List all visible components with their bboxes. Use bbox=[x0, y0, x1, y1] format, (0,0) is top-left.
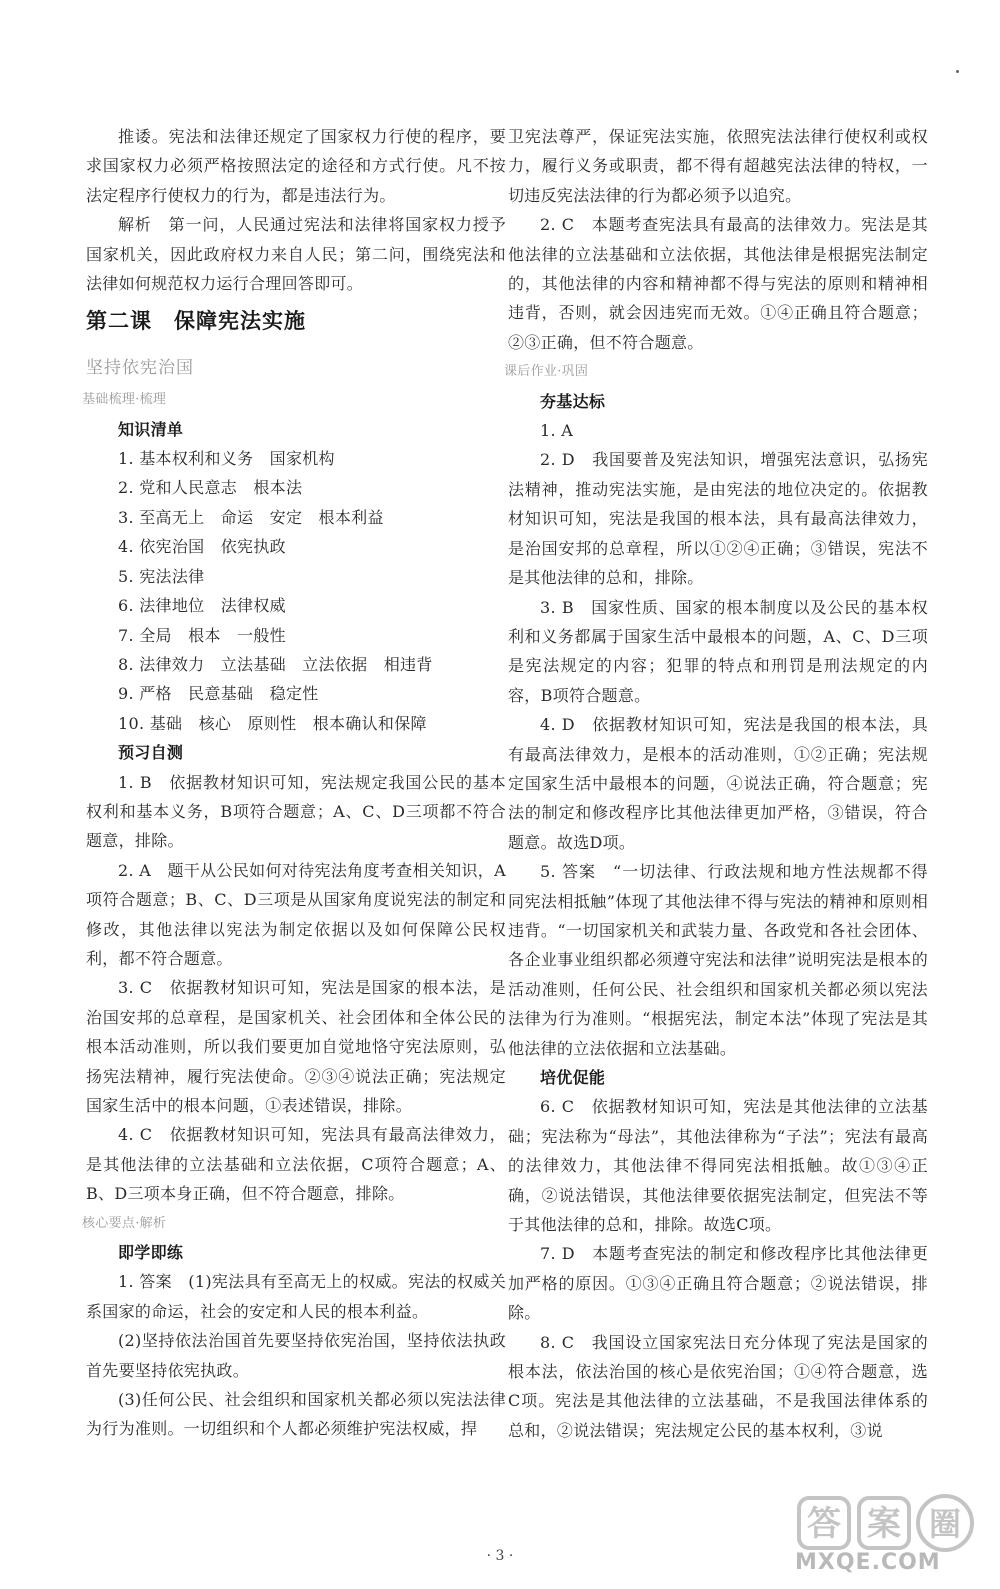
answer-paragraph: 4. D 依据教材知识可知，宪法是我国的根本法，具有最高法律效力，是根本的活动准则，①②正确；宪法规定国家生活中最根本的问题，④说法正确，符合题意；宪法的制定和修改程序比其他法律更加严格，③错误，符合题意。故选D项。 bbox=[508, 715, 928, 852]
answer-paragraph: 3. C 依据教材知识可知，宪法是国家的根本法，是治国安邦的总章程，是国家机关、社会团体和全体公民的根本活动准则，所以我们要更加自觉地恪守宪法原则，弘扬宪法精神，履行宪法使命。②③④说法正确；宪法规定国家生活中的根本问题，①表述错误，排除。 bbox=[86, 978, 506, 1115]
knowledge-item: 2. 党和人民意志 根本法 bbox=[118, 478, 303, 498]
answer-paragraph: 4. C 依据教材知识可知，宪法具有最高法律效力，是其他法律的立法基础和立法依据，C项符合题意；A、B、D三项本身正确，但不符合题意，排除。 bbox=[86, 1125, 506, 1204]
knowledge-item: 1. 基本权利和义务 国家机构 bbox=[118, 449, 335, 469]
answer-paragraph: (3)任何公民、社会组织和国家机关都必须以宪法法律为行为准则。一切组织和个人都必须维护宪法权威，捍 bbox=[86, 1390, 506, 1439]
section-tag: 核心要点·解析 bbox=[82, 1215, 167, 1231]
unit-title: 坚持依宪治国 bbox=[86, 357, 194, 378]
right-column bbox=[504, 122, 928, 1445]
left-column bbox=[82, 122, 506, 1444]
knowledge-item: 10. 基础 核心 原则性 根本确认和保障 bbox=[118, 713, 427, 733]
answer-paragraph: 2. D 我国要普及宪法知识，增强宪法意识，弘扬宪法精神，推动宪法实施，是由宪法的地位决定的。依据教材知识可知，宪法是我国的根本法，具有最高法律效力，是治国安邦的总章程，所以①②④正确；③错误，宪法不是其他法律的总和，排除。 bbox=[508, 450, 928, 588]
answer-paragraph: 1. B 依据教材知识可知，宪法规定我国公民的基本权利和基本义务，B项符合题意；A、C、D三项都不符合题意，排除。 bbox=[86, 772, 506, 851]
knowledge-item: 5. 宪法法律 bbox=[118, 566, 205, 586]
svg-text:答: 答 bbox=[807, 1504, 841, 1544]
knowledge-item: 6. 法律地位 法律权威 bbox=[118, 596, 286, 616]
speck-mark bbox=[956, 70, 959, 73]
svg-text:圈: 圈 bbox=[928, 1505, 962, 1543]
answer-paragraph: 1. A bbox=[540, 421, 574, 441]
knowledge-item: 7. 全局 根本 一般性 bbox=[118, 625, 286, 645]
watermark-url: MXQE.COM bbox=[795, 1550, 941, 1575]
section-tag: 课后作业·巩固 bbox=[504, 364, 589, 380]
paragraph: 卫宪法尊严，保证宪法实施，依照宪法法律行使权利或权力，履行义务或职责，都不得有超越宪法法律的特权，一切违反宪法法律的行为都必须予以追究。 bbox=[508, 127, 928, 205]
section-tag: 基础梳理·梳理 bbox=[82, 392, 167, 408]
subsection-heading: 夯基达标 bbox=[540, 391, 606, 411]
lesson-title: 第二课 保障宪法实施 bbox=[86, 308, 306, 334]
analysis-paragraph: 解析 第一问，人民通过宪法和法律将国家权力授予国家机关，因此政府权力来自人民；第二问，围绕宪法和法律如何规范权力运行合理回答即可。 bbox=[86, 215, 506, 294]
answer-paragraph: 8. C 我国设立国家宪法日充分体现了宪法是国家的根本法，依法治国的核心是依宪治国；①④符合题意，选C项。宪法是其他法律的立法基础，不是我国法律体系的总和，②说法错误；宪法规定公民的基本权利，③说 bbox=[508, 1332, 928, 1440]
answer-paragraph: 7. D 本题考查宪法的制定和修改程序比其他法律更加严格的原因。①③④正确且符合题意；②说法错误，排除。 bbox=[508, 1244, 928, 1323]
answer-paragraph: 5. 答案 “一切法律、行政法规和地方性法规都不得同宪法相抵触”体现了其他法律不得与宪法的精神和原则相违背。“一切国家机关和武装力量、各政党和各社会团体、各企业事业组织都必须遵守宪法和法律”说明宪法是根本的活动准则，任何公民、社会组织和国家机关都必须以宪法法律为行为准则。“根据宪法，制定本法”体现了宪法是其他法律的立法依据和立法基础。 bbox=[508, 862, 928, 1058]
knowledge-item: 8. 法律效力 立法基础 立法依据 相违背 bbox=[118, 654, 433, 674]
subsection-heading: 培优促能 bbox=[540, 1068, 606, 1087]
answer-paragraph: 1. 答案 (1)宪法具有至高无上的权威。宪法的权威关系国家的命运，社会的安定和人民的根本利益。 bbox=[86, 1272, 506, 1321]
knowledge-item: 4. 依宪治国 依宪执政 bbox=[118, 537, 286, 557]
paragraph: 推诿。宪法和法律还规定了国家权力行使的程序，要求国家权力必须严格按照法定的途径和方式行使。凡不按法定程序行使权力的行为，都是违法行为。 bbox=[86, 127, 506, 205]
answer-paragraph: 6. C 依据教材知识可知，宪法是其他法律的立法基础；宪法称为“母法”，其他法律称为“子法”；宪法有最高的法律效力，其他法律不得同宪法相抵触。故①③④正确，②说法错误，其他法律要依据宪法制定，但宪法不等于其他法律的总和，排除。故选C项。 bbox=[508, 1097, 928, 1235]
answer-paragraph: 2. C 本题考查宪法具有最高的法律效力。宪法是其他法律的立法基础和立法依据，其他法律是根据宪法制定的，其他法律的内容和精神都不得与宪法的原则和精神相违背，否则，就会因违宪而无效。①④正确且符合题意；②③正确，但不符合题意。 bbox=[508, 215, 928, 352]
answer-paragraph: (2)坚持依法治国首先要坚持依宪治国，坚持依法执政首先要坚持依宪执政。 bbox=[86, 1331, 506, 1380]
subsection-heading: 即学即练 bbox=[118, 1243, 184, 1263]
answer-paragraph: 3. B 国家性质、国家的根本制度以及公民的基本权利和义务都属于国家生活中最根本的问题，A、C、D三项是宪法规定的内容；犯罪的特点和刑罚是刑法规定的内容，B项符合题意。 bbox=[508, 597, 928, 705]
subsection-heading: 知识清单 bbox=[118, 419, 184, 439]
answer-paragraph: 2. A 题干从公民如何对待宪法角度考查相关知识，A项符合题意；B、C、D三项是从国家角度说宪法的制定和修改，其他法律以宪法为制定依据以及如何保障公民权利，都不符合题意。 bbox=[86, 860, 506, 968]
subsection-heading: 预习自测 bbox=[118, 743, 184, 763]
knowledge-item: 3. 至高无上 命运 安定 根本利益 bbox=[118, 507, 384, 527]
knowledge-item: 9. 严格 民意基础 稳定性 bbox=[118, 684, 319, 704]
page-number: · 3 · bbox=[486, 1548, 514, 1564]
svg-text:案: 案 bbox=[867, 1504, 901, 1544]
